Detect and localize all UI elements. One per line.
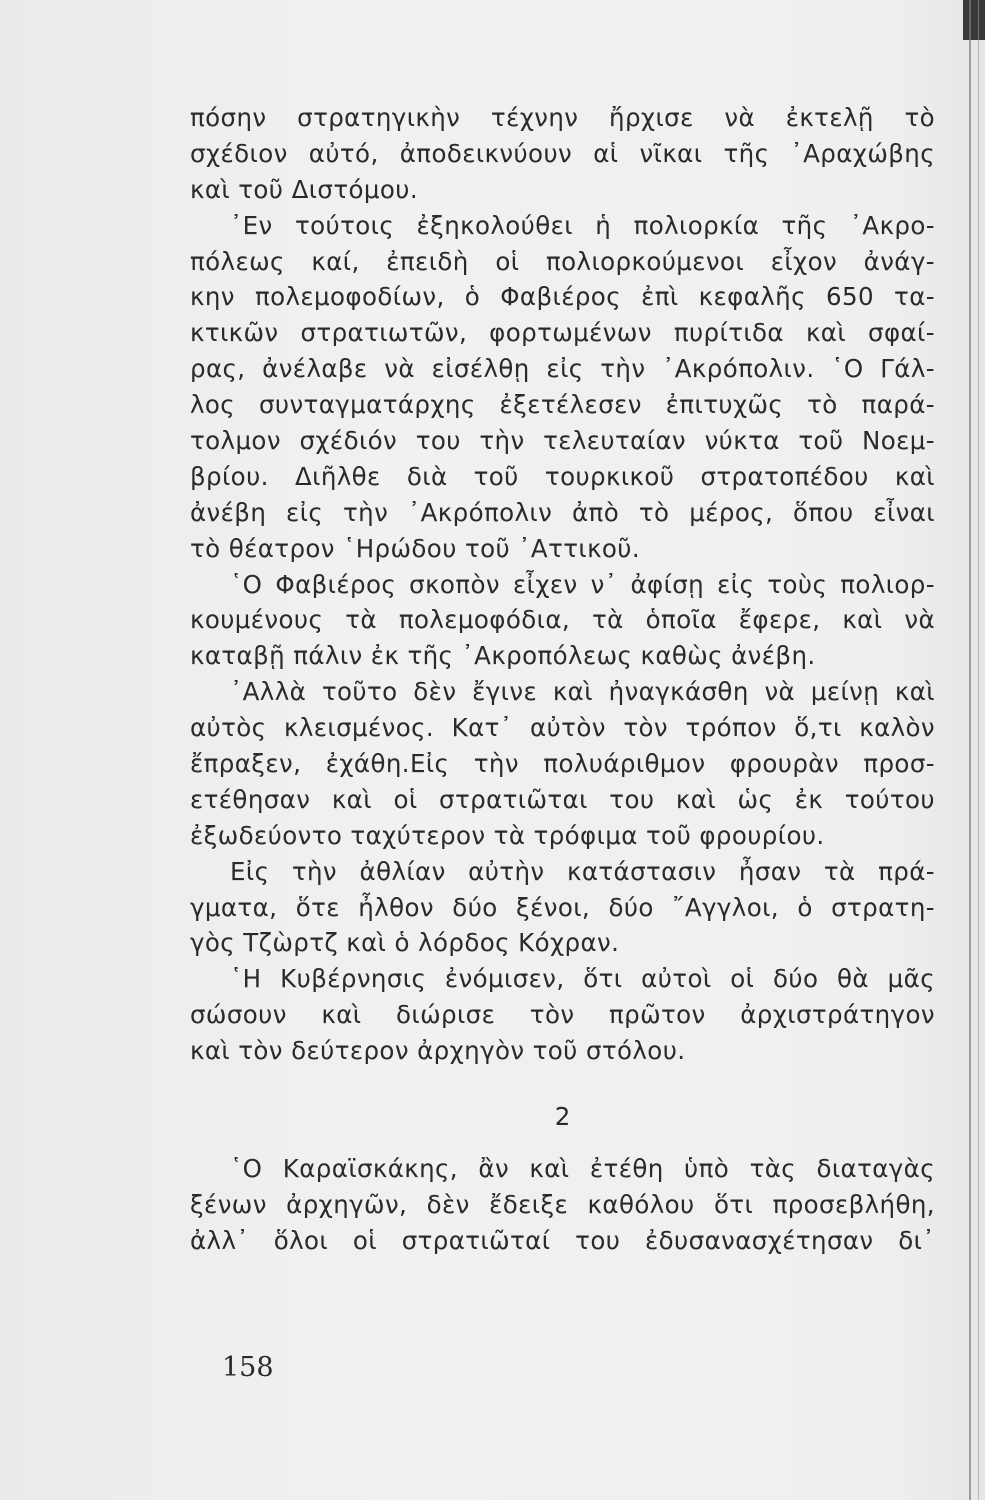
paragraph [190, 567, 935, 675]
paragraph [190, 674, 935, 853]
text-line: τολμον σχέδιόν του τὴν τελευταίαν νύκτα τοῦ Νοεμ- [190, 426, 935, 456]
text-line: καὶ τὸν δεύτερον ἀρχηγὸν τοῦ στόλου. [190, 1036, 686, 1066]
paragraph [190, 1151, 935, 1259]
text-line: ξένων ἀρχηγῶν, δὲν ἔδειξε καθόλου ὅτι προσεβλήθη, [190, 1189, 935, 1219]
text-line: Εἰς τὴν ἀθλίαν αὐτὴν κατάστασιν ἦσαν τὰ πρά- [230, 856, 935, 886]
text-line: κην πολεμοφοδίων, ὁ Φαβιέρος ἐπὶ κεφαλῆς 650 τα- [190, 282, 935, 312]
page-edge-line-outer [978, 0, 979, 1500]
body-text [190, 100, 935, 1259]
section-paragraph [190, 1151, 935, 1259]
text-line: ῾Η Κυβέρνησις ἐνόμισεν, ὅτι αὐτοὶ οἱ δύο θὰ μᾶς [230, 964, 935, 994]
text-line: αὐτὸς κλεισμένος. Κατ᾿ αὐτὸν τὸν τρόπον ὅ,τι καλὸν [190, 713, 935, 743]
page-edge-line [969, 0, 971, 1500]
paragraph [190, 100, 935, 208]
text-line: βρίου. Διῆλθε διὰ τοῦ τουρκικοῦ στρατοπέδου καὶ [190, 461, 935, 491]
section-number: 2 [554, 1102, 571, 1132]
text-line: ᾿Εν τούτοις ἐξηκολούθει ἡ πολιορκία τῆς ᾿Ακρο- [230, 210, 935, 240]
text-line: γματα, ὅτε ἦλθον δύο ξένοι, δύο ῎Αγγλοι, ὁ στρατη- [190, 892, 935, 922]
text-line: σχέδιον αὐτό, ἀποδεικνύουν αἱ νῖκαι τῆς ᾿Αραχώβης [190, 138, 935, 168]
page-number: 158 [222, 1352, 274, 1383]
text-line: λος συνταγματάρχης ἐξετέλεσεν ἐπιτυχῶς τὸ παρά- [190, 390, 935, 420]
text-line: σώσουν καὶ διώρισε τὸν πρῶτον ἀρχιστράτηγον [190, 1000, 935, 1030]
text-line: ετέθησαν καὶ οἱ στρατιῶται του καὶ ὡς ἐκ τούτου [190, 784, 935, 814]
page-corner-shadow [963, 0, 985, 40]
paragraph [190, 854, 935, 962]
text-line: γὸς Τζὼρτζ καὶ ὁ λόρδος Κόχραν. [190, 928, 620, 958]
paragraphs [190, 100, 935, 1069]
text-line: κουμένους τὰ πολεμοφόδια, τὰ ὁποῖα ἔφερε, καὶ νὰ [190, 605, 935, 635]
text-line: ἐξωδεύοντο ταχύτερον τὰ τρόφιμα τοῦ φρουρίου. [190, 820, 825, 850]
text-line: τὸ θέατρον ῾Ηρώδου τοῦ ᾿Αττικοῦ. [190, 533, 641, 563]
text-line: κτικῶν στρατιωτῶν, φορτωμένων πυρίτιδα καὶ σφαί- [190, 318, 935, 348]
paragraph [190, 208, 935, 567]
text-line: ρας, ἀνέλαβε νὰ εἰσέλθῃ εἰς τὴν ᾿Ακρόπολιν. ῾Ο Γάλ- [190, 354, 935, 384]
text-line: καὶ τοῦ Διστόμου. [190, 174, 419, 204]
text-line: ἀλλ᾿ ὅλοι οἱ στρατιῶταί του ἐδυσανασχέτησαν δι᾿ [190, 1225, 935, 1255]
text-line: ᾿Αλλὰ τοῦτο δὲν ἔγινε καὶ ἠναγκάσθη νὰ μείνῃ καὶ [230, 677, 935, 707]
text-line: πόσην στρατηγικὴν τέχνην ἤρχισε νὰ ἐκτελῇ τὸ [190, 103, 935, 132]
text-line: καταβῇ πάλιν ἐκ τῆς ᾿Ακροπόλεως καθὼς ἀνέβη. [190, 641, 816, 671]
text-line: ἀνέβη εἰς τὴν ᾿Ακρόπολιν ἀπὸ τὸ μέρος, ὅπου εἶναι [190, 497, 935, 527]
text-line: ῾Ο Φαβιέρος σκοπὸν εἶχεν ν᾿ ἀφίσῃ εἰς τοὺς πολιορ- [230, 569, 935, 599]
text-line: ἔπραξεν, ἐχάθη.Εἰς τὴν πολυάριθμον φρουρὰν προσ- [190, 749, 935, 779]
text-line: πόλεως καί, ἐπειδὴ οἱ πολιορκούμενοι εἶχον ἀνάγ- [190, 246, 935, 276]
paragraph [190, 961, 935, 1069]
text-line: ῾Ο Καραϊσκάκης, ἂν καὶ ἐτέθη ὑπὸ τὰς διαταγὰς [230, 1153, 935, 1183]
